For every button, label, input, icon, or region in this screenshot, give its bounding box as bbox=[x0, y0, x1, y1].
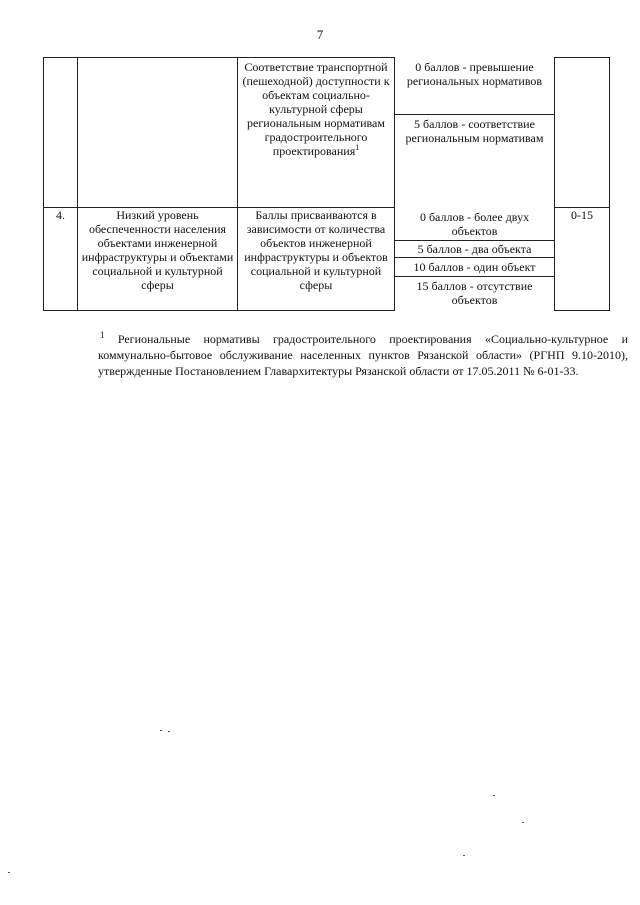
score-line: 0 баллов - более двух объектов bbox=[419, 209, 530, 238]
indicator-cell bbox=[238, 58, 395, 208]
footnote bbox=[98, 327, 628, 379]
scan-speck bbox=[168, 731, 170, 732]
range-cell: 0-15 bbox=[555, 208, 610, 311]
range-cell bbox=[555, 58, 610, 208]
footnote-reference: 1 bbox=[355, 143, 360, 152]
scan-speck bbox=[463, 855, 465, 856]
criteria-table bbox=[43, 57, 610, 311]
scores-cell bbox=[395, 58, 555, 208]
scan-speck bbox=[160, 730, 162, 731]
score-line: 5 баллов - два объекта bbox=[395, 240, 554, 257]
score-line: 0 баллов - превышение региональных нормативов bbox=[406, 59, 543, 88]
scan-speck bbox=[522, 822, 524, 823]
footnote-text: Региональные нормативы градостроительного проектирования «Социально-культурное и коммунально-бытовое обслуживание населенных пунктов Рязанской области» (РГНП 9.10-2010), утвержденные Постановлением Главархитектуры Рязанской области от 17.05.2011 № 6-01-33. bbox=[98, 332, 629, 378]
scores-cell bbox=[395, 208, 555, 311]
score-line: 5 баллов - соответствие региональным нормативам bbox=[395, 114, 554, 147]
score-line: 15 баллов - отсутствие объектов bbox=[395, 276, 554, 309]
criterion-cell bbox=[78, 58, 238, 208]
indicator-text: Соответствие транспортной (пешеходной) доступности к объектам социально-культурной сферы региональным нормативам градостроительного проектирования bbox=[242, 60, 390, 158]
row-number-cell: 4. bbox=[44, 208, 78, 311]
criterion-cell: Низкий уровень обеспеченности населения объектами инженерной инфраструктуры и объектами социальной и культурной сферы bbox=[78, 208, 238, 311]
scan-speck bbox=[493, 795, 495, 796]
page-number: 7 bbox=[316, 27, 324, 42]
indicator-cell: Баллы присваиваются в зависимости от количества объектов инженерной инфраструктуры и объектов социальной и культурной сферы bbox=[238, 208, 395, 311]
table-row bbox=[44, 58, 610, 208]
footnote-mark: 1 bbox=[100, 330, 105, 340]
table-row bbox=[44, 208, 610, 311]
score-line: 10 баллов - один объект bbox=[395, 257, 554, 276]
row-number-cell bbox=[44, 58, 78, 208]
scan-speck bbox=[8, 872, 10, 873]
